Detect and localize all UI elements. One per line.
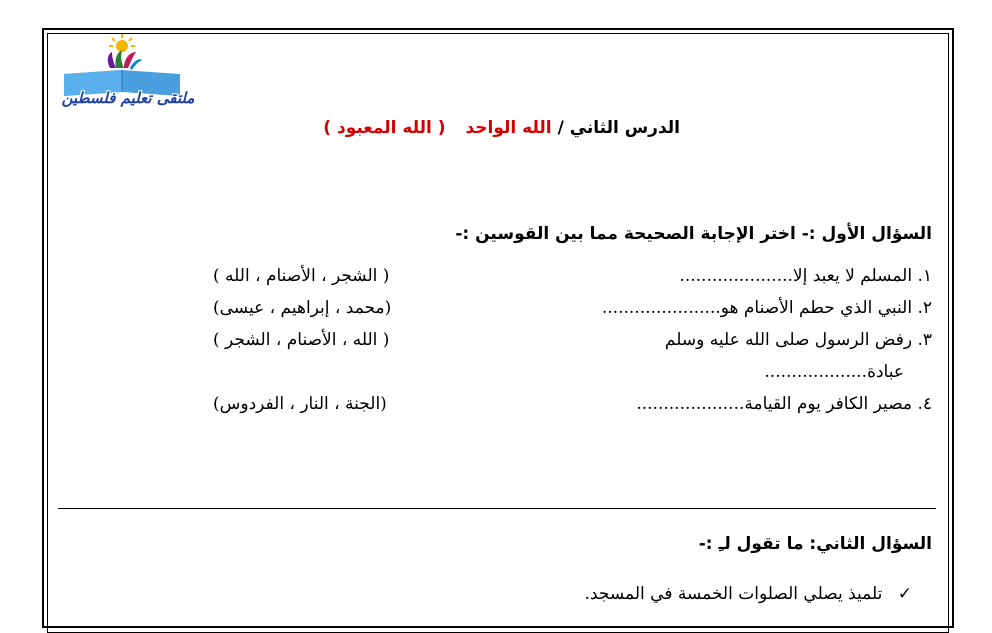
question1-title: السؤال الأول :- اختر الإجابة الصحيحة مما بين القوسين :-: [455, 224, 932, 244]
lesson-alt-name: ( الله المعبود ): [323, 118, 446, 138]
question2-title: السؤال الثاني: ما تقول لـِ :-: [698, 534, 932, 554]
question2-item: [585, 584, 912, 604]
lesson-prefix: الدرس الثاني /: [557, 118, 680, 138]
question1-item-choices: (الجنة ، النار ، الفردوس): [213, 394, 387, 414]
question1-item-choices: ( الله ، الأصنام ، الشجر ): [213, 330, 390, 350]
question1-item-text: ١. المسلم لا يعبد إلا.....................: [679, 266, 932, 286]
lesson-title: [323, 118, 680, 138]
book-sun-icon: [44, 34, 204, 120]
question1-item: [0, 298, 992, 322]
question2-item-text: تلميذ يصلي الصلوات الخمسة في المسجد.: [584, 584, 883, 604]
question1-item: [0, 330, 992, 354]
question1-item-text: ٢. النبي الذي حطم الأصنام هو......................: [601, 298, 932, 318]
checkmark-icon: ✓: [897, 584, 912, 604]
section-divider: [58, 508, 936, 509]
question1-item: [0, 266, 992, 290]
question1-item: [0, 394, 992, 418]
site-logo: [44, 34, 204, 120]
question1-item-choices: (محمد ، إبراهيم ، عيسى): [213, 298, 392, 318]
logo-text: ملتقى تعليم فلسطين: [61, 89, 195, 107]
question1-item3-continuation: عبادة...................: [764, 362, 904, 382]
lesson-name: الله الواحد: [465, 118, 552, 138]
question1-item-text: ٤. مصير الكافر يوم القيامة....................: [636, 394, 932, 414]
question1-item-choices: ( الشجر ، الأصنام ، الله ): [213, 266, 390, 286]
question1-item-text: ٣. رفض الرسول صلى الله عليه وسلم: [664, 330, 932, 350]
